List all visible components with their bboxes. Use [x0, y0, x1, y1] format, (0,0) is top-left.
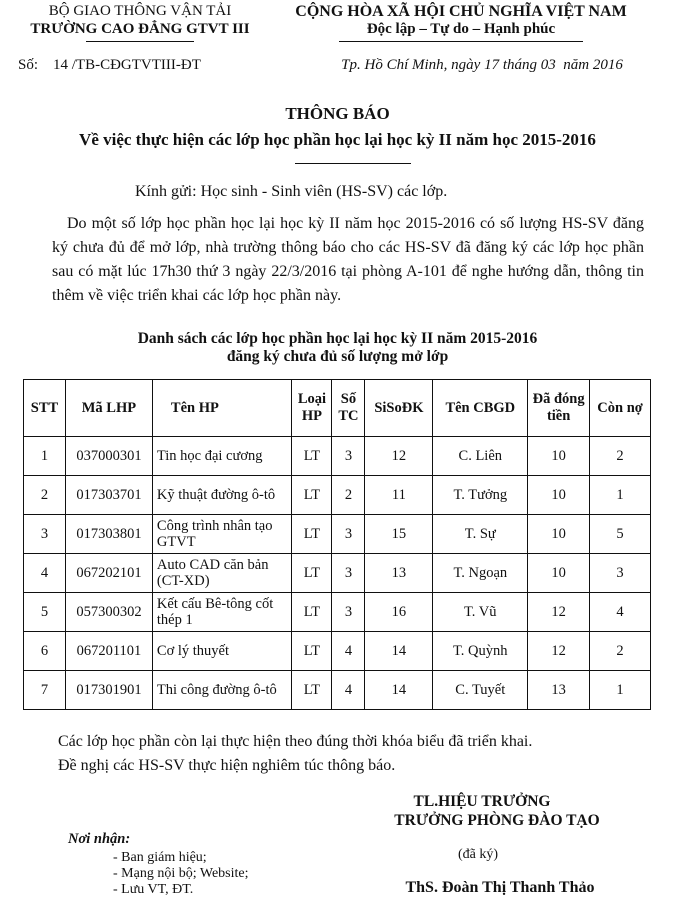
cell-siso-dk: 11: [365, 476, 433, 515]
cell-con-no: 2: [590, 437, 651, 476]
table-row: [24, 437, 651, 476]
cell-ten-cbgd: C. Tuyết: [433, 671, 528, 710]
cell-so-tc: 3: [332, 437, 365, 476]
cell-con-no: 5: [590, 515, 651, 554]
national-motto-underline: [339, 41, 583, 42]
cell-ma-lhp: 067201101: [65, 632, 152, 671]
table-row: [24, 476, 651, 515]
recipients-title: Nơi nhận:: [68, 831, 131, 847]
recipient-item: - Ban giám hiệu;: [113, 850, 207, 865]
school-name: TRƯỜNG CAO ĐẲNG GTVT III: [30, 21, 250, 37]
greeting: Kính gửi: Học sinh - Sinh viên (HS-SV) các lớp.: [135, 183, 448, 200]
cell-so-tc: 3: [332, 515, 365, 554]
cell-ma-lhp: 067202101: [65, 554, 152, 593]
cell-loai-hp: LT: [292, 554, 332, 593]
cell-ten-cbgd: T. Vũ: [433, 593, 528, 632]
table-row: [24, 554, 651, 593]
national-motto: Độc lập – Tự do – Hạnh phúc: [366, 21, 556, 37]
cell-da-dong-tien: 10: [528, 515, 590, 554]
signer-name: ThS. Đoàn Thị Thanh Thảo: [405, 879, 595, 896]
cell-stt: 7: [24, 671, 66, 710]
table-header-row: [24, 380, 651, 437]
cell-siso-dk: 14: [365, 632, 433, 671]
header-ma-lhp: Mã LHP: [65, 380, 152, 437]
title-divider: [295, 163, 411, 164]
cell-ten-cbgd: T. Sự: [433, 515, 528, 554]
cell-stt: 2: [24, 476, 66, 515]
header-da-dong-tien: Đã đóng tiền: [528, 380, 590, 437]
signed-note: (đã ký): [457, 847, 499, 862]
list-subtitle: đăng ký chưa đủ số lượng mở lớp: [226, 348, 449, 365]
cell-ten-cbgd: T. Tưởng: [433, 476, 528, 515]
cell-stt: 5: [24, 593, 66, 632]
cell-loai-hp: LT: [292, 476, 332, 515]
cell-da-dong-tien: 12: [528, 632, 590, 671]
cell-da-dong-tien: 13: [528, 671, 590, 710]
cell-ten-cbgd: T. Ngoạn: [433, 554, 528, 593]
ministry-name: BỘ GIAO THÔNG VẬN TẢI: [48, 3, 232, 19]
cell-ten-hp: Công trình nhân tạo GTVT: [152, 515, 292, 554]
header-siso-dk: SiSoĐK: [365, 380, 433, 437]
cell-siso-dk: 13: [365, 554, 433, 593]
cell-ten-hp: Thi công đường ô-tô: [152, 671, 292, 710]
signature-authority: TL.HIỆU TRƯỞNG: [413, 793, 551, 810]
cell-loai-hp: LT: [292, 437, 332, 476]
course-table: [23, 379, 651, 710]
document-date: Tp. Hồ Chí Minh, ngày 17 tháng 03 năm 2016: [341, 57, 623, 73]
header-con-no: Còn nợ: [590, 380, 651, 437]
cell-so-tc: 3: [332, 593, 365, 632]
cell-stt: 3: [24, 515, 66, 554]
cell-con-no: 2: [590, 632, 651, 671]
cell-siso-dk: 16: [365, 593, 433, 632]
cell-so-tc: 2: [332, 476, 365, 515]
cell-ten-hp: Kết cấu Bê-tông cốt thép 1: [152, 593, 292, 632]
cell-da-dong-tien: 10: [528, 437, 590, 476]
cell-con-no: 4: [590, 593, 651, 632]
table-row: [24, 593, 651, 632]
recipient-item: - Lưu VT, ĐT.: [113, 882, 194, 897]
document-title: THÔNG BÁO: [285, 104, 390, 123]
header-ten-cbgd: Tên CBGD: [433, 380, 528, 437]
cell-so-tc: 4: [332, 632, 365, 671]
header-stt: STT: [24, 380, 66, 437]
cell-ten-hp: Auto CAD căn bản (CT-XD): [152, 554, 292, 593]
cell-so-tc: 4: [332, 671, 365, 710]
national-title: CỘNG HÒA XÃ HỘI CHỦ NGHĨA VIỆT NAM: [295, 3, 627, 20]
cell-da-dong-tien: 12: [528, 593, 590, 632]
cell-stt: 6: [24, 632, 66, 671]
cell-siso-dk: 12: [365, 437, 433, 476]
document-subtitle: Về việc thực hiện các lớp học phần học lại học kỳ II năm học 2015-2016: [79, 130, 596, 149]
document-number: Số: 14 /TB-CĐGTVTIII-ĐT: [18, 57, 201, 73]
cell-ma-lhp: 057300302: [65, 593, 152, 632]
cell-loai-hp: LT: [292, 593, 332, 632]
cell-ten-hp: Kỹ thuật đường ô-tô: [152, 476, 292, 515]
school-name-underline: [86, 41, 194, 42]
closing-request: Đề nghị các HS-SV thực hiện nghiêm túc thông báo.: [58, 757, 396, 774]
cell-loai-hp: LT: [292, 632, 332, 671]
cell-con-no: 1: [590, 476, 651, 515]
table-row: [24, 632, 651, 671]
cell-loai-hp: LT: [292, 671, 332, 710]
closing-note: Các lớp học phần còn lại thực hiện theo đúng thời khóa biểu đã triển khai.: [58, 733, 533, 750]
cell-ten-hp: Tin học đại cương: [152, 437, 292, 476]
header-loai-hp: Loại HP: [292, 380, 332, 437]
signature-position: TRƯỞNG PHÒNG ĐÀO TẠO: [394, 812, 600, 829]
cell-con-no: 1: [590, 671, 651, 710]
cell-stt: 1: [24, 437, 66, 476]
cell-ma-lhp: 037000301: [65, 437, 152, 476]
body-paragraph: Do một số lớp học phần học lại học kỳ II năm học 2015-2016 có số lượng HS-SV đăng ký chưa đủ để mở lớp, nhà trường thông báo cho các HS-SV đã đăng ký các lớp học phần sau có mặt lúc 17h30 thứ 3 ngày 22/3/2016 tại phòng A-101 để nghe hướng dẫn, thông tin thêm về việc triển khai các lớp học phần này.: [52, 215, 644, 304]
cell-da-dong-tien: 10: [528, 554, 590, 593]
cell-ma-lhp: 017303701: [65, 476, 152, 515]
cell-da-dong-tien: 10: [528, 476, 590, 515]
cell-con-no: 3: [590, 554, 651, 593]
header-ten-hp: Tên HP: [152, 380, 292, 437]
cell-ten-hp: Cơ lý thuyết: [152, 632, 292, 671]
table-row: [24, 671, 651, 710]
cell-so-tc: 3: [332, 554, 365, 593]
recipient-item: - Mạng nội bộ; Website;: [113, 866, 249, 881]
table-row: [24, 515, 651, 554]
cell-ten-cbgd: T. Quỳnh: [433, 632, 528, 671]
cell-siso-dk: 14: [365, 671, 433, 710]
cell-siso-dk: 15: [365, 515, 433, 554]
cell-stt: 4: [24, 554, 66, 593]
list-title: Danh sách các lớp học phần học lại học kỳ II năm 2015-2016: [137, 330, 538, 347]
header-so-tc: Số TC: [332, 380, 365, 437]
cell-loai-hp: LT: [292, 515, 332, 554]
cell-ma-lhp: 017303801: [65, 515, 152, 554]
cell-ma-lhp: 017301901: [65, 671, 152, 710]
cell-ten-cbgd: C. Liên: [433, 437, 528, 476]
